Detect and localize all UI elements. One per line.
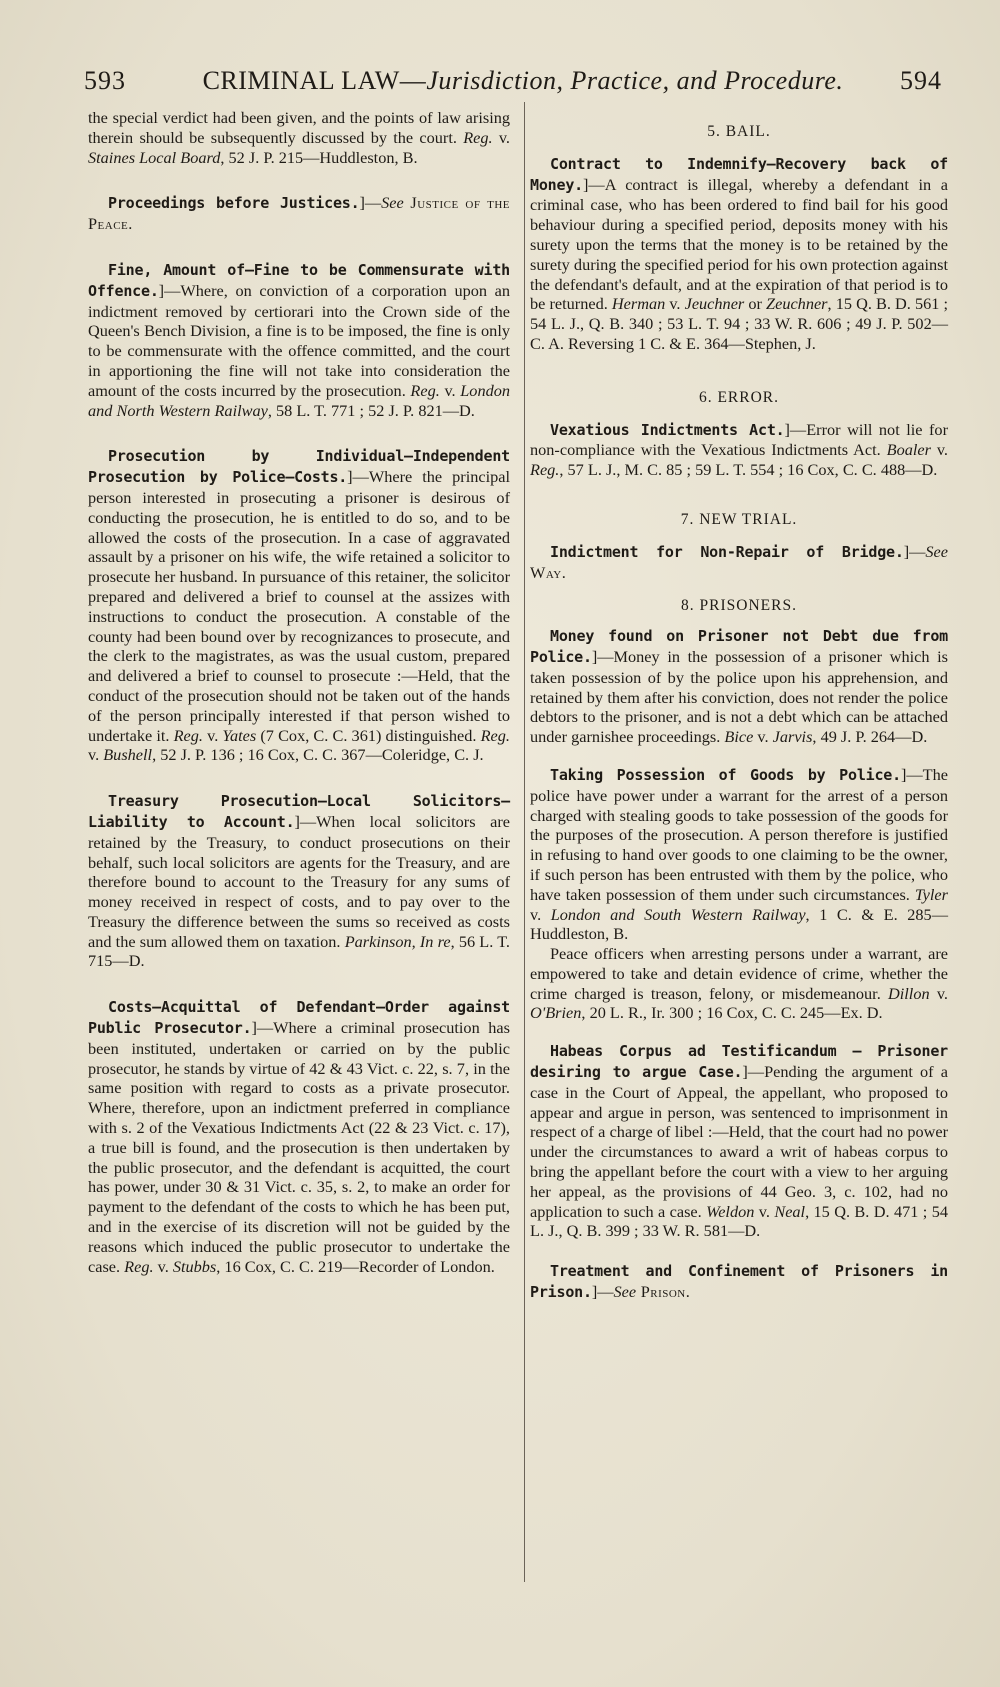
case-name: Zeuchner — [766, 294, 828, 314]
entry-text: ]—A contract is illegal, whereby a defendant in a criminal case, who has been ordered to find bail for his good behaviour during a specified period, deposits money with his surety upon the terms that the money is to be retained by the surety during the specified period for his own protection against the defendant's default, and at the expiration of that period is to be returned. — [530, 174, 948, 314]
section-heading-bail: 5. BAIL. — [707, 123, 771, 140]
versus: v. — [492, 127, 510, 147]
entry-text: Peace officers when arresting persons under a warrant, are empowered to take and detain evidence of crime, whether the crime charged is treason, felony, or misdemeanour. — [530, 944, 948, 1003]
running-title-sub: Jurisdiction, Practice, and Procedure. — [426, 66, 844, 95]
entry-proceedings-before-justices — [88, 193, 510, 234]
entry-treatment-of-prisoners — [530, 1261, 948, 1303]
case-name: Bice — [724, 727, 754, 747]
case-name: Reg. — [463, 127, 493, 147]
versus: v. — [754, 1201, 775, 1221]
entry-heading: Prosecution by Individual—Independent Prosecution by Police—Costs. — [88, 447, 510, 487]
entry-bracket: ]— — [903, 541, 926, 561]
entry-prosecution-by-individual — [88, 446, 510, 765]
entry-money-found-on-prisoner — [530, 626, 948, 747]
case-name: O'Brien — [530, 1003, 582, 1023]
entry-fine-amount — [88, 260, 510, 420]
case-name: Jarvis — [772, 727, 813, 747]
see-label: See — [381, 193, 404, 213]
citation: , 56 L. T. 715—D. — [88, 931, 510, 971]
versus: v. — [929, 983, 949, 1003]
running-title — [184, 66, 862, 96]
citation: , 15 Q. B. D. 471 ; 54 L. J., Q. B. 399 ; 33 W. R. 581—D. — [530, 1201, 948, 1241]
running-header — [84, 66, 942, 106]
citation: , 52 J. P. 215—Huddleston, B. — [220, 147, 418, 167]
section-heading-new-trial: 7. NEW TRIAL. — [680, 510, 798, 528]
entry-heading: Contract to Indemnify—Recovery back of Money. — [530, 154, 948, 194]
versus: v. — [530, 904, 551, 924]
versus: v. — [439, 380, 461, 400]
section-heading-prisoners: 8. PRISONERS. — [681, 597, 797, 615]
citation: , 16 Cox, C. C. 219—Recorder of London. — [216, 1256, 495, 1276]
left-column — [88, 108, 510, 1276]
citation: , 15 Q. B. D. 561 ; 54 L. J., Q. B. 340 ; 53 L. T. 94 ; 33 W. R. 606 ; 49 J. P. 502—C. A. Reversing 1 C. & E. 364—Stephen, J. — [530, 294, 949, 353]
entry-text: (7 Cox, C. C. 361) distinguished. — [256, 725, 481, 745]
entry-heading: Treasury Prosecution—Local Solicitors—Liability to Account. — [88, 792, 510, 831]
entry-heading: Fine, Amount of—Fine to be Commensurate with Offence. — [88, 260, 510, 300]
versus: v. — [153, 1256, 173, 1276]
versus: v. — [88, 745, 104, 765]
see-label: See — [613, 1282, 637, 1302]
column-divider — [524, 102, 525, 1582]
versus: v. — [665, 294, 685, 314]
entry-heading: Costs—Acquittal of Defendant—Order against Public Prosecutor. — [88, 998, 510, 1038]
entry-vexatious-indictments — [530, 420, 948, 480]
entry-continuation — [88, 108, 510, 167]
case-name: Neal — [774, 1201, 806, 1221]
entry-taking-possession-of-goods — [530, 765, 948, 944]
see-label: See — [925, 541, 948, 561]
case-name: Reg. — [530, 460, 560, 480]
cross-reference: Justice of the Peace. — [88, 193, 510, 234]
page-number-left: 593 — [84, 66, 126, 95]
case-name: Dillon — [888, 983, 930, 1003]
running-title-main: CRIMINAL LAW— — [202, 66, 427, 95]
entry-text: the special verdict had been given, and the points of law arising therein should be subsequently discussed by the court. — [88, 108, 510, 147]
entry-heading: Vexatious Indictments Act. — [550, 420, 785, 439]
entry-text: or — [744, 294, 767, 314]
citation: , 52 J. P. 136 ; 16 Cox, C. C. 367—Coleridge, C. J. — [152, 745, 484, 765]
cross-reference: Prison. — [636, 1282, 691, 1302]
case-name: Bushell — [103, 745, 153, 765]
entry-bracket: ]— — [591, 1282, 614, 1302]
page-number-right: 594 — [900, 66, 942, 95]
citation: , 1 C. & E. 285—Huddleston, B. — [530, 904, 948, 944]
case-name: Yates — [222, 725, 257, 745]
case-name: Tyler — [914, 884, 948, 904]
entry-text: ]—Pending the argument of a case in the Court of Appeal, the appellant, who proposed to appear and argue in person, was sentenced to imprisonment in respect of a charge of libel :—Held, that the court had no power under the circumstances to award a writ of habeas corpus to bring the appellant before the court with a view to her arguing her appeal, as the provisions of 44 Geo. 3, c. 102, had no application to such a case. — [530, 1062, 948, 1221]
entry-costs-acquittal — [88, 997, 510, 1276]
entry-text: ]—The police have power under a warrant for the arrest of a person charged with stealing goods to take possession of the goods for the purposes of the prosecution. A person therefore is justified in refusing to hand over goods to one claiming to be the owner, if such person has been entrusted with them by the police, who have taken possession of them under such circumstances. — [530, 764, 948, 904]
entry-text: ]—Where, on conviction of a corporation upon an indictment removed by certiorari into the Crown side of the Queen's Bench Division, a fine is to be imposed, the fine is only to be commensurate with the offence committed, and the court in apportioning the fine will not take into consideration the amount of the costs incurred by the prosecution. — [88, 280, 510, 400]
entry-contract-to-indemnify — [530, 154, 948, 354]
entry-heading: Indictment for Non-Repair of Bridge. — [550, 542, 904, 561]
versus: v. — [930, 440, 948, 460]
right-column — [530, 108, 948, 1303]
case-name: London and North Western Railway — [88, 380, 511, 420]
case-name: Parkinson, In re — [344, 931, 451, 951]
entry-heading: Proceedings before Justices. — [108, 194, 360, 213]
cross-reference: Way. — [530, 562, 567, 582]
versus: v. — [753, 727, 773, 747]
entry-heading: Habeas Corpus ad Testificandum — Prisoner desiring to argue Case. — [530, 1042, 948, 1082]
case-name: Stubbs — [172, 1256, 217, 1276]
case-name: Weldon — [706, 1201, 755, 1221]
citation: , 58 L. T. 771 ; 52 J. P. 821—D. — [267, 400, 475, 420]
case-name: Reg. — [410, 380, 440, 400]
section-heading-error: 6. ERROR. — [698, 388, 780, 406]
entry-treasury-prosecution — [88, 791, 510, 971]
case-name: Staines Local Board — [88, 147, 221, 167]
entry-heading: Money found on Prisoner not Debt due from Police. — [530, 627, 948, 666]
case-name: Reg. — [173, 725, 203, 745]
case-name: Jeuchner — [684, 294, 745, 314]
entry-peace-officers-paragraph — [530, 944, 948, 1023]
entry-heading: Treatment and Confinement of Prisoners in Prison. — [530, 1262, 948, 1302]
case-name: Herman — [611, 294, 666, 314]
citation: , 57 L. J., M. C. 85 ; 59 L. T. 554 ; 16 Cox, C. C. 488—D. — [559, 460, 938, 480]
case-name: Boaler — [886, 440, 931, 460]
citation: , 20 L. R., Ir. 300 ; 16 Cox, C. C. 245—Ex. D. — [581, 1003, 883, 1023]
entry-text: ]—Where the principal person interested in prosecuting a prisoner is desirous of conducting the prosecution, he is entitled to do so, and to be allowed the costs of the prosecution. In a case of aggravated assault by a prisoner on his wife, the wife retained a solicitor to prosecute her husband. In pursuance of this retainer, the solicitor prepared and delivered a brief to counsel at the assizes with instructions to conduct the prosecution. A constable of the county had been bound over by recognizances to prosecute, and the clerk to the magistrates, as was the usual custom, prepared and delivered a brief to counsel to prosecute :—Held, that the conduct of the prosecution should not be taken out of the hands of the person principally interested if that person wished to undertake it. — [88, 467, 510, 745]
entry-habeas-corpus — [530, 1041, 948, 1241]
entry-non-repair-of-bridge — [530, 542, 948, 583]
entry-text: ]—When local solicitors are retained by the Treasury, to conduct prosecutions on their behalf, such local solicitors are agents for the Treasury, and are therefore bound to account to the Treasury for any sums of money received in respect of costs, and to pay over to the Treasury the difference between the sums so received as costs and the sum allowed them on taxation. — [88, 811, 510, 951]
entry-text: ]—Money in the possession of a prisoner which is taken possession of by the police upon his apprehension, and retained by them after his conviction, does not render the police debtors to the prisoner, and is not a debt which can be attached under garnishee proceedings. — [530, 646, 948, 747]
case-name: London and South Western Railway — [550, 904, 806, 924]
versus: v. — [202, 725, 223, 745]
entry-text: ]—Where a criminal prosecution has been instituted, undertaken or carried on by the public prosecutor, he stands by virtue of 42 & 43 Vict. c. 22, s. 7, in the same position with regard to costs as a private prosecutor. Where, therefore, upon an indictment preferred in compliance with s. 2 of the Vexatious Indictments Act (22 & 23 Vict. c. 17), a true bill is found, and the prosecution is then undertaken by the public prosecutor, and the defendant is acquitted, the court has power, under 30 & 31 Vict. c. 35, s. 2, to make an order for payment to the defendant of the costs to which he has been put, and in the exercise of its discretion will not be guided by the reasons which induced the public prosecutor to undertake the case. — [88, 1018, 510, 1276]
case-name: Reg. — [124, 1256, 154, 1276]
entry-bracket: ]— — [359, 193, 382, 213]
entry-heading: Taking Possession of Goods by Police. — [550, 765, 901, 784]
case-name: Reg. — [480, 725, 510, 745]
entry-text: ]—Error will not lie for non-compliance with the Vexatious Indictments Act. — [530, 419, 948, 460]
citation: , 49 J. P. 264—D. — [812, 727, 928, 747]
